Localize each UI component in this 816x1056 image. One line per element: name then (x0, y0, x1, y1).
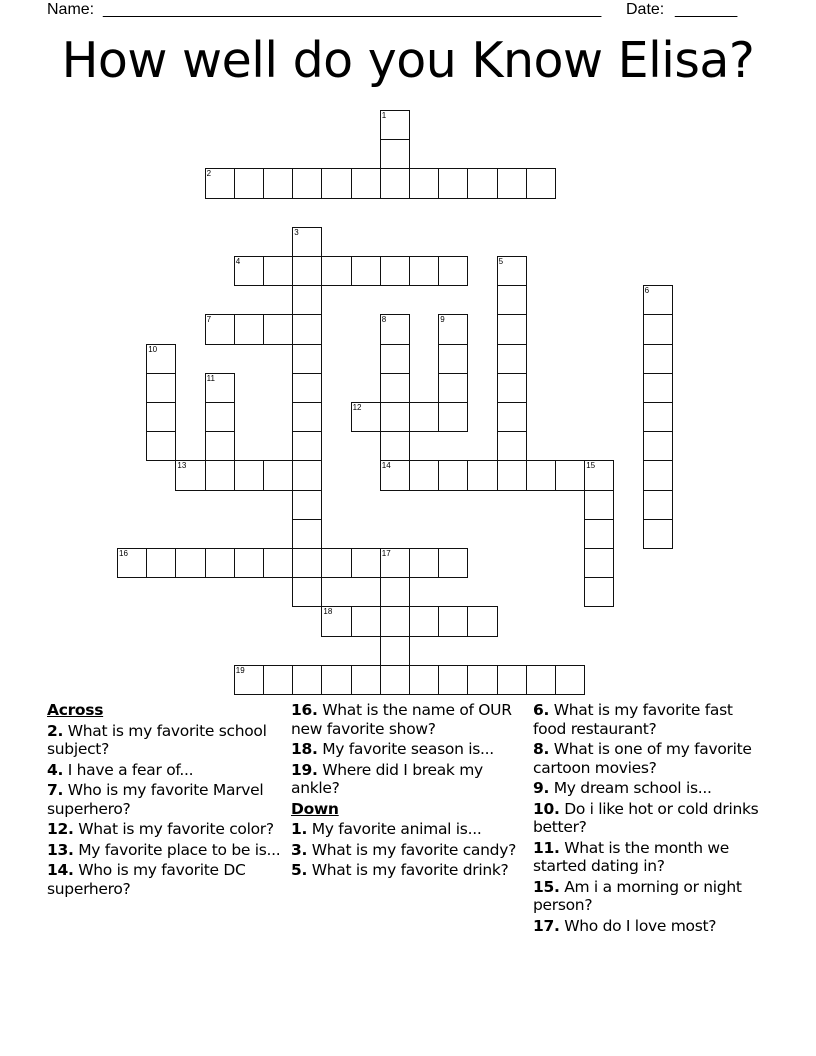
clue-text: My favorite place to be is... (78, 840, 281, 859)
clue-number: 14 (381, 461, 391, 471)
grid-cell[interactable] (380, 636, 410, 666)
grid-cell[interactable] (234, 256, 264, 286)
grid-cell[interactable] (409, 402, 439, 432)
grid-cell[interactable] (555, 665, 585, 695)
grid-cell[interactable] (292, 665, 322, 695)
grid-cell[interactable] (263, 665, 293, 695)
clue-across (47, 781, 282, 818)
clue-text: Who is my favorite Marvel superhero? (47, 781, 264, 818)
grid-cell[interactable] (380, 460, 410, 490)
clue-across (47, 722, 282, 759)
clue-text: What is the month we started dating in? (533, 838, 729, 875)
clue-number: 11 (206, 373, 215, 383)
clues-column-1 (47, 701, 282, 900)
grid-cell[interactable] (643, 431, 673, 461)
grid-cell[interactable] (292, 460, 322, 490)
grid-cell[interactable] (234, 665, 264, 695)
grid-cell[interactable] (205, 373, 235, 403)
grid-cell[interactable] (234, 460, 264, 490)
grid-cell[interactable] (584, 490, 614, 520)
grid-cell[interactable] (526, 460, 556, 490)
grid-cell[interactable] (146, 402, 176, 432)
grid-cell[interactable] (584, 577, 614, 607)
grid-cell[interactable] (292, 227, 322, 257)
clue-number: 5 (498, 257, 504, 266)
grid-cell[interactable] (584, 519, 614, 549)
grid-cell[interactable] (117, 548, 147, 578)
grid-cell[interactable] (409, 665, 439, 695)
grid-cell[interactable] (438, 606, 468, 636)
clue-number: 3 (294, 227, 299, 237)
grid-cell[interactable] (351, 606, 381, 636)
clue-number: 10. (533, 799, 560, 818)
grid-cell[interactable] (175, 548, 205, 578)
grid-cell[interactable] (263, 548, 293, 578)
across-heading: Across (47, 701, 104, 719)
clue-text: What is my favorite school subject? (47, 721, 267, 758)
clue-number: 9 (440, 315, 445, 325)
clue-down (533, 839, 768, 876)
down-heading: Down (291, 799, 339, 818)
grid-cell[interactable] (205, 402, 235, 432)
clue-down (533, 701, 768, 738)
grid-cell[interactable] (497, 665, 527, 695)
grid-cell[interactable] (146, 344, 176, 374)
clue-number: 4. (47, 760, 64, 779)
clue-number: 9. (533, 779, 550, 797)
clue-text: What is my favorite fast food restaurant? (533, 701, 733, 738)
grid-cell[interactable] (526, 665, 556, 695)
clue-number: 15. (533, 877, 560, 896)
name-label: Name: (47, 1, 95, 18)
grid-cell[interactable] (234, 314, 264, 344)
grid-cell[interactable] (351, 402, 381, 432)
clue-number: 12. (47, 820, 74, 838)
clue-down (291, 861, 526, 880)
clue-number: 16 (119, 549, 128, 558)
grid-cell[interactable] (292, 285, 322, 315)
grid-cell[interactable] (497, 344, 527, 374)
clue-number: 17. (533, 916, 560, 935)
grid-cell[interactable] (497, 373, 527, 403)
grid-cell[interactable] (292, 344, 322, 374)
clue-down (533, 878, 768, 915)
clue-number: 1. (291, 820, 308, 838)
clue-text: What is my favorite candy? (311, 840, 516, 859)
clue-across (47, 761, 282, 780)
clue-text: Who is my favorite DC superhero? (47, 861, 246, 898)
grid-cell[interactable] (380, 548, 410, 578)
clue-across (47, 841, 282, 860)
clue-number: 6. (533, 701, 550, 719)
grid-cell[interactable] (497, 314, 527, 344)
grid-cell[interactable] (409, 256, 439, 286)
grid-cell[interactable] (409, 168, 439, 198)
grid-cell[interactable] (146, 431, 176, 461)
grid-cell[interactable] (380, 256, 410, 286)
grid-cell[interactable] (380, 168, 410, 198)
grid-cell[interactable] (643, 519, 673, 549)
grid-cell[interactable] (438, 548, 468, 578)
grid-cell[interactable] (292, 548, 322, 578)
clue-across (47, 820, 282, 839)
grid-cell[interactable] (321, 256, 351, 286)
grid-cell[interactable] (467, 665, 497, 695)
clue-number: 15 (586, 461, 596, 471)
grid-cell[interactable] (146, 548, 176, 578)
clue-number: 19 (235, 665, 245, 675)
clue-number: 18. (291, 740, 318, 758)
grid-cell[interactable] (292, 314, 322, 344)
grid-cell[interactable] (497, 460, 527, 490)
grid-cell[interactable] (526, 168, 556, 198)
grid-cell[interactable] (292, 519, 322, 549)
grid-cell[interactable] (380, 577, 410, 607)
grid-cell[interactable] (292, 490, 322, 520)
grid-cell[interactable] (380, 314, 410, 344)
grid-cell[interactable] (205, 548, 235, 578)
clue-number: 8 (381, 315, 387, 325)
clue-text: What is my favorite drink? (311, 861, 509, 879)
grid-cell[interactable] (380, 665, 410, 695)
grid-cell[interactable] (467, 168, 497, 198)
clue-text: What is my favorite color? (78, 820, 274, 838)
clue-text: What is the name of OUR new favorite show? (291, 701, 512, 738)
grid-cell[interactable] (205, 431, 235, 461)
grid-cell[interactable] (292, 373, 322, 403)
grid-cell[interactable] (380, 139, 410, 169)
grid-cell[interactable] (643, 344, 673, 374)
clue-number: 7 (206, 315, 212, 325)
grid-cell[interactable] (292, 402, 322, 432)
grid-cell[interactable] (643, 314, 673, 344)
grid-cell[interactable] (263, 256, 293, 286)
grid-cell[interactable] (409, 606, 439, 636)
clue-down (533, 800, 768, 837)
clue-down (291, 841, 526, 860)
grid-cell[interactable] (351, 548, 381, 578)
clue-down (533, 740, 768, 777)
grid-cell[interactable] (584, 548, 614, 578)
grid-cell[interactable] (263, 314, 293, 344)
grid-cell[interactable] (292, 168, 322, 198)
clue-down (291, 820, 526, 839)
grid-cell[interactable] (321, 548, 351, 578)
grid-cell[interactable] (497, 256, 527, 286)
grid-cell[interactable] (643, 460, 673, 490)
grid-cell[interactable] (438, 665, 468, 695)
grid-cell[interactable] (438, 402, 468, 432)
grid-cell[interactable] (497, 431, 527, 461)
clue-across (291, 740, 526, 759)
clue-number: 16. (291, 701, 318, 719)
grid-cell[interactable] (380, 606, 410, 636)
clue-across (291, 761, 526, 798)
grid-cell[interactable] (263, 460, 293, 490)
grid-cell[interactable] (643, 490, 673, 520)
clue-text: Where did I break my ankle? (291, 760, 483, 797)
grid-cell[interactable] (292, 256, 322, 286)
clue-number: 10 (148, 344, 158, 354)
grid-cell[interactable] (351, 168, 381, 198)
clue-number: 8. (533, 740, 550, 758)
clue-number: 6 (644, 286, 650, 296)
grid-cell[interactable] (438, 460, 468, 490)
clue-number: 13. (47, 840, 74, 859)
clue-number: 11. (533, 838, 560, 857)
grid-cell[interactable] (438, 373, 468, 403)
clue-text: My dream school is... (553, 779, 712, 797)
grid-cell[interactable] (380, 402, 410, 432)
clue-number: 18 (323, 607, 333, 617)
grid-cell[interactable] (263, 168, 293, 198)
grid-cell[interactable] (292, 577, 322, 607)
clue-number: 17 (381, 549, 391, 558)
grid-cell[interactable] (146, 373, 176, 403)
clue-number: 12 (352, 403, 362, 412)
grid-cell[interactable] (205, 460, 235, 490)
clue-text: My favorite season is... (322, 740, 494, 758)
grid-cell[interactable] (643, 285, 673, 315)
grid-cell[interactable] (321, 168, 351, 198)
grid-cell[interactable] (409, 460, 439, 490)
clue-number: 13 (177, 461, 187, 471)
clues-column-3 (533, 701, 768, 937)
clue-number: 14. (47, 861, 74, 879)
clues-column-2 (291, 701, 526, 882)
grid-cell[interactable] (234, 168, 264, 198)
grid-cell[interactable] (438, 314, 468, 344)
clue-text: Who do I love most? (564, 916, 717, 935)
grid-cell[interactable] (351, 256, 381, 286)
clue-text: What is one of my favorite cartoon movies? (533, 740, 752, 777)
clue-number: 7. (47, 781, 64, 799)
grid-cell[interactable] (643, 373, 673, 403)
grid-cell[interactable] (497, 285, 527, 315)
grid-cell[interactable] (205, 168, 235, 198)
grid-cell[interactable] (234, 548, 264, 578)
grid-cell[interactable] (555, 460, 585, 490)
clue-across (291, 701, 526, 738)
grid-cell[interactable] (438, 168, 468, 198)
grid-cell[interactable] (321, 665, 351, 695)
grid-cell[interactable] (643, 402, 673, 432)
grid-cell[interactable] (438, 256, 468, 286)
grid-cell[interactable] (497, 168, 527, 198)
grid-cell[interactable] (351, 665, 381, 695)
grid-cell[interactable] (438, 344, 468, 374)
name-field[interactable]: ________________________________________________________ (103, 1, 602, 18)
clue-across (47, 861, 282, 898)
grid-cell[interactable] (380, 344, 410, 374)
grid-cell[interactable] (467, 606, 497, 636)
clue-number: 2. (47, 721, 64, 740)
grid-cell[interactable] (175, 460, 205, 490)
grid-cell[interactable] (497, 402, 527, 432)
clue-number: 3. (291, 840, 308, 859)
grid-cell[interactable] (380, 431, 410, 461)
clue-down (533, 779, 768, 798)
clue-number: 4 (235, 257, 241, 266)
page-title: How well do you Know Elisa? (61, 32, 755, 89)
clue-number: 19. (291, 760, 318, 779)
clue-text: I have a fear of... (67, 760, 194, 779)
grid-cell[interactable] (321, 606, 351, 636)
clue-number: 2 (206, 169, 212, 179)
grid-cell[interactable] (292, 431, 322, 461)
grid-cell[interactable] (584, 460, 614, 490)
clue-text: Do i like hot or cold drinks better? (533, 799, 759, 836)
grid-cell[interactable] (409, 548, 439, 578)
clue-number: 5. (291, 861, 308, 879)
clue-text: My favorite animal is... (311, 820, 482, 838)
clue-down (533, 917, 768, 936)
grid-cell[interactable] (380, 110, 410, 140)
grid-cell[interactable] (380, 373, 410, 403)
date-label: Date: (626, 1, 665, 18)
grid-cell[interactable] (205, 314, 235, 344)
grid-cell[interactable] (467, 460, 497, 490)
date-field[interactable]: _______ (675, 1, 738, 18)
clue-number: 1 (381, 111, 387, 120)
clue-text: Am i a morning or night person? (533, 877, 742, 914)
